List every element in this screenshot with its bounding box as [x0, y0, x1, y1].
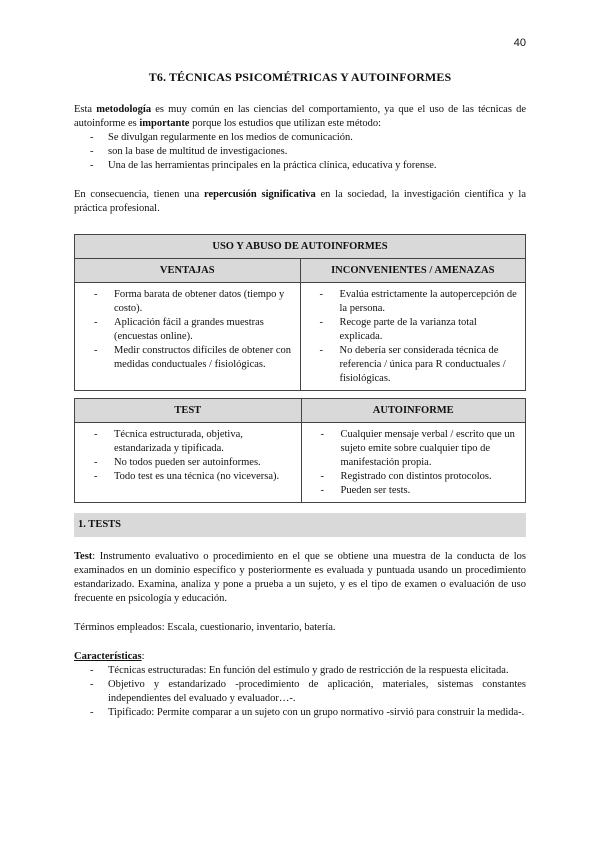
list-item: - son la base de multitud de investigaciones.: [74, 145, 526, 159]
list-item: - Todo test es una técnica (no viceversa).: [79, 470, 295, 484]
list-item: - Medir constructos difíciles de obtener con medidas conductuales / fisiológicas.: [79, 344, 294, 372]
section-heading: 1. TESTS: [78, 519, 121, 530]
inconvenientes-header: INCONVENIENTES / AMENAZAS: [300, 259, 526, 283]
terms-paragraph: Términos empleados: Escala, cuestionario, inventario, batería.: [74, 622, 336, 633]
tests-section: [74, 550, 526, 720]
section-heading-bar: [74, 513, 526, 537]
autoinforme-header: AUTOINFORME: [301, 399, 526, 423]
ventajas-header: VENTAJAS: [75, 259, 301, 283]
list-item: - Evalúa estrictamente la autopercepción de la persona.: [305, 288, 520, 316]
test-cell: [75, 423, 302, 503]
page-title: T6. TÉCNICAS PSICOMÉTRICAS Y AUTOINFORMES: [148, 70, 452, 84]
intro-section: [74, 103, 526, 216]
ventajas-cell: [75, 283, 301, 391]
intro-paragraph: Esta metodología es muy común en las ciencias del comportamiento, ya que el uso de las técnicas de autoinforme es importante porque los estudios que utilizan este método:: [74, 104, 526, 129]
list-item: - Recoge parte de la varianza total explicada.: [305, 316, 520, 344]
list-item: - Registrado con distintos protocolos.: [306, 470, 520, 484]
list-item: - Pueden ser tests.: [306, 484, 520, 498]
list-item: - Una de las herramientas principales en la práctica clínica, educativa y forense.: [74, 159, 526, 173]
test-autoinforme-table-wrapper: [74, 398, 526, 503]
list-item: - Objetivo y estandarizado -procedimiento de aplicación, materiales, sistemas constantes independientes del evaluado y evaluador…-.: [74, 678, 526, 706]
uso-abuso-table-wrapper: [74, 234, 526, 391]
list-item: - Aplicación fácil a grandes muestras (encuestas online).: [79, 316, 294, 344]
list-item: - Técnica estructurada, objetiva, estandarizada y tipificada.: [79, 428, 295, 456]
page-number: 40: [513, 37, 526, 49]
consequence-paragraph: En consecuencia, tienen una repercusión significativa en la sociedad, la investigación científica y la práctica profesional.: [74, 189, 526, 214]
characteristics-list: [74, 664, 526, 720]
intro-bullet-list: [74, 131, 526, 173]
table-title: USO Y ABUSO DE AUTOINFORMES: [75, 235, 526, 259]
list-item: - Tipificado: Permite comparar a un sujeto con un grupo normativo -sirvió para construir la medida-.: [74, 706, 526, 720]
list-item: - Técnicas estructuradas: En función del estímulo y grado de restricción de la respuesta elicitada.: [74, 664, 526, 678]
autoinforme-cell: [301, 423, 526, 503]
uso-abuso-table: [74, 234, 526, 391]
test-header: TEST: [75, 399, 302, 423]
test-autoinforme-table: [74, 398, 526, 503]
inconvenientes-cell: [300, 283, 526, 391]
list-item: - No todos pueden ser autoinformes.: [79, 456, 295, 470]
list-item: - Cualquier mensaje verbal / escrito que un sujeto emite sobre cualquier tipo de manifestación propia.: [306, 428, 520, 470]
characteristics-heading: Características:: [74, 651, 145, 662]
list-item: - Se divulgan regularmente en los medios de comunicación.: [74, 131, 526, 145]
test-definition: Test: Instrumento evaluativo o procedimiento en el que se obtiene una muestra de la conducta de los examinados en un dominio específico y posteriormente es evaluada y puntuada usando un procedimiento estandarizado. Examina, analiza y pone a prueba a un sujeto, y es el tipo de examen o evaluación de uso frecuente en psicología y educación.: [74, 551, 526, 604]
list-item: - No debería ser considerada técnica de referencia / única para R conductuales / fisiológicas.: [305, 344, 520, 386]
list-item: - Forma barata de obtener datos (tiempo y costo).: [79, 288, 294, 316]
